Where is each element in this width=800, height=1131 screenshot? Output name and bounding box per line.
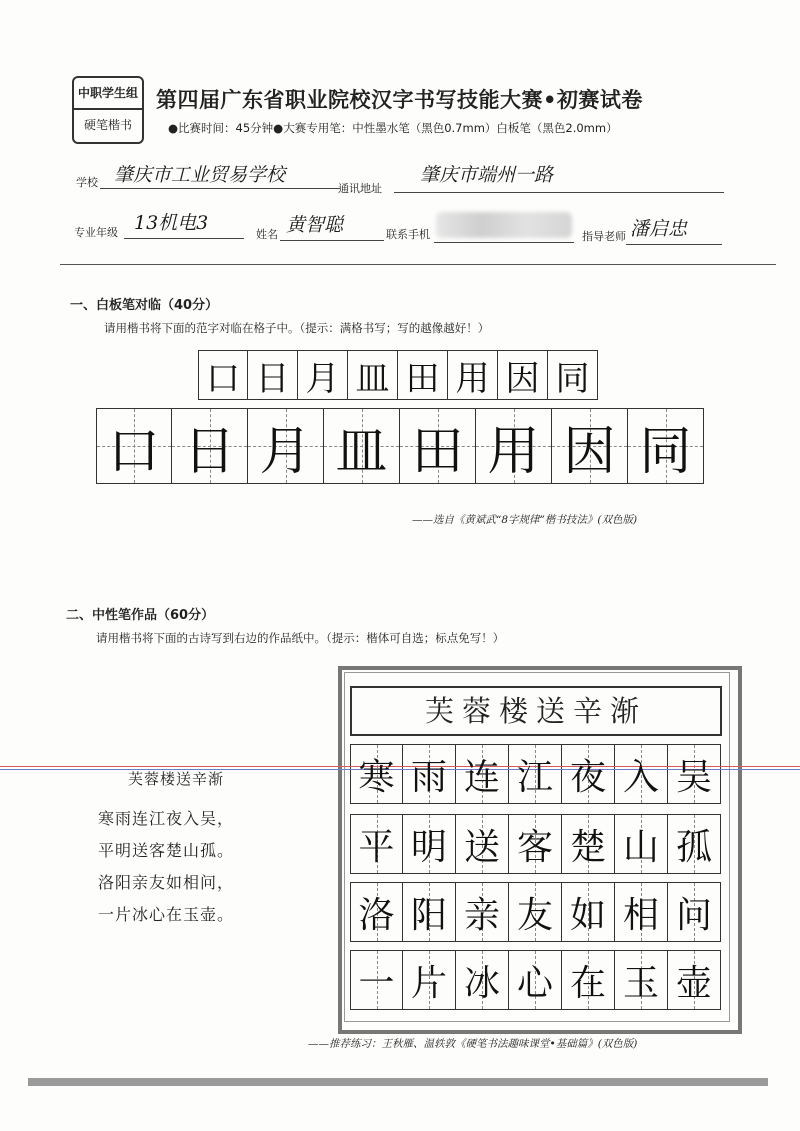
practice-char-cell: 用 [476,408,552,484]
work-char-cell: 问 [668,882,721,942]
grade-label: 专业年级 [74,226,118,239]
phone-label: 联系手机 [386,228,430,241]
name-label: 姓名 [256,228,278,241]
school-underline [100,188,340,189]
practice-char-grid [96,408,704,484]
poem-title: 芙蓉楼送辛渐 [128,770,225,788]
exam-subtitle: ●比赛时间：45分钟●大赛专用笔：中性墨水笔（黑色0.7mm）白板笔（黑色2.0mm） [168,121,618,135]
bottom-border-bar [28,1078,768,1086]
phone-redacted [436,212,572,238]
badge-style-label: 硬笔楷书 [83,118,132,132]
work-row [350,882,721,942]
teacher-underline [626,244,722,245]
work-char-cell: 亲 [456,882,509,942]
work-char-cell: 客 [509,814,562,874]
work-char-cell: 心 [509,950,562,1010]
work-char-cell: 壶 [668,950,721,1010]
section2-heading: 二、中性笔作品（60分） [66,608,215,623]
work-char-cell: 入 [615,744,668,804]
work-char-cell: 片 [403,950,456,1010]
work-char-cell: 平 [350,814,403,874]
work-char-cell: 一 [350,950,403,1010]
exam-title: 第四届广东省职业院校汉字书写技能大赛•初赛试卷 [156,88,643,112]
name-value: 黄智聪 [286,214,344,236]
work-char-cell: 相 [615,882,668,942]
work-char-cell: 雨 [403,744,456,804]
work-char-cell: 在 [562,950,615,1010]
work-char-cell: 洛 [350,882,403,942]
grade-underline [124,238,244,239]
work-char-cell: 阳 [403,882,456,942]
name-underline [280,240,384,241]
sample-char-grid [198,350,598,400]
work-char-cell: 楚 [562,814,615,874]
work-char-cell: 如 [562,882,615,942]
address-label: 通讯地址 [338,182,382,195]
work-char-cell: 江 [509,744,562,804]
poem-line: 寒雨连江夜入吴， [98,809,235,828]
practice-char-cell: 日 [172,408,248,484]
work-title: 芙蓉楼送辛渐 [350,686,722,736]
practice-char-cell: 月 [248,408,324,484]
address-underline [394,192,724,193]
practice-char-cell: 田 [400,408,476,484]
sample-char-cell: 同 [548,350,598,400]
teacher-label: 指导老师 [582,230,626,243]
sample-char-cell: 皿 [348,350,398,400]
sample-char-cell: 月 [298,350,348,400]
work-char-cell: 玉 [615,950,668,1010]
practice-char-cell: 口 [96,408,172,484]
category-badge [72,76,144,144]
section1-heading: 一、白板笔对临（40分） [70,298,219,313]
work-char-cell: 送 [456,814,509,874]
practice-char-cell: 因 [552,408,628,484]
badge-group-label: 中职学生组 [74,78,142,110]
practice-char-cell: 同 [628,408,704,484]
header-divider [60,264,776,265]
work-row [350,814,721,874]
poem-line: 平明送客楚山孤。 [98,841,235,860]
practice-char-cell: 皿 [324,408,400,484]
work-char-cell: 山 [615,814,668,874]
grade-value: 13机电3 [134,212,209,234]
work-char-cell: 夜 [562,744,615,804]
school-label: 学校 [76,176,98,189]
section1-credit: ——选自《黄斌武“8字规律”楷书技法》(双色版) [412,514,638,526]
address-value: 肇庆市端州一路 [420,164,554,186]
sample-char-cell: 因 [498,350,548,400]
poem-line: 一片冰心在玉壶。 [98,905,235,924]
school-value: 肇庆市工业贸易学校 [114,164,286,186]
section2-instruction: 请用楷书将下面的古诗写到右边的作品纸中。（提示：楷体可自选；标点免写！） [96,631,505,645]
work-char-cell: 明 [403,814,456,874]
work-char-cell: 寒 [350,744,403,804]
sample-char-cell: 口 [198,350,248,400]
section2-credit: ——推荐练习：王秋雁、温轶敦《硬笔书法趣味课堂•基础篇》(双色版) [308,1038,638,1050]
work-row [350,744,721,804]
sample-char-cell: 田 [398,350,448,400]
work-row [350,950,721,1010]
teacher-value: 潘启忠 [630,218,688,240]
work-char-cell: 吴 [668,744,721,804]
sample-char-cell: 用 [448,350,498,400]
work-char-cell: 冰 [456,950,509,1010]
work-char-cell: 友 [509,882,562,942]
phone-underline [434,242,574,243]
work-char-cell: 连 [456,744,509,804]
sample-char-cell: 日 [248,350,298,400]
poem-line: 洛阳亲友如相问， [98,873,235,892]
work-char-cell: 孤 [668,814,721,874]
section1-instruction: 请用楷书将下面的范字对临在格子中。（提示：满格书写；写的越像越好！） [104,321,490,335]
